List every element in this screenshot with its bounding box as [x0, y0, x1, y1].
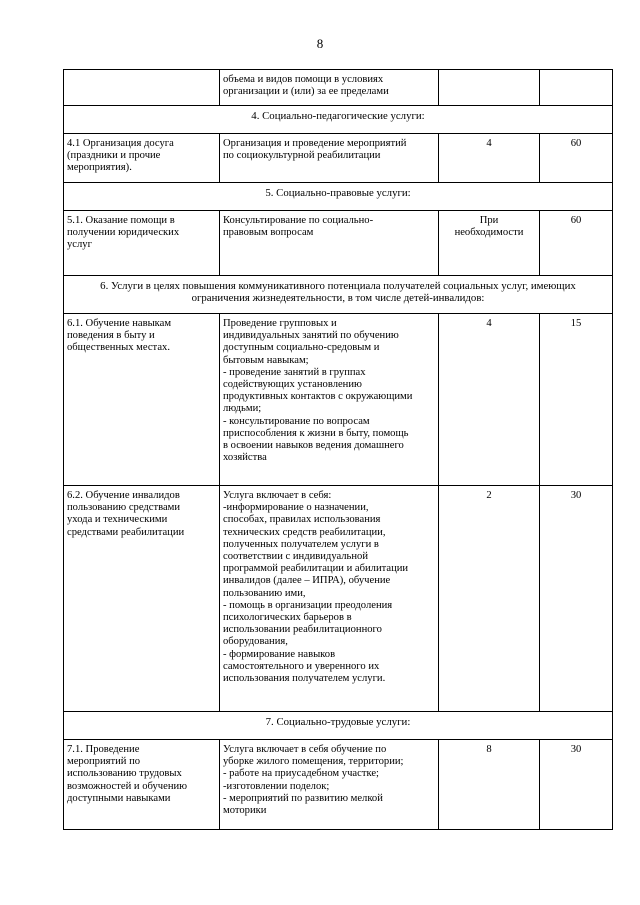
- cell-duration: [540, 70, 613, 106]
- cell-content: Услуга включает в себя: -информирование о назначении, способах, правилах использования технических средств реабилитации, полученных получателем услуги в соответствии с индивидуальной программой реабилитации и абилитации инвалидов (далее – ИПРА), обучение пользованию ими, - помощь в организации преодоления психологических барьеров в использовании реабилитационного оборудования, - формирование навыков самостоятельного и уверенного их использования получателем услуги.: [220, 486, 439, 712]
- cell-duration: 15: [540, 314, 613, 486]
- section-title: 4. Социально-педагогические услуги:: [64, 106, 613, 134]
- section-title: 6. Услуги в целях повышения коммуникативного потенциала получателей социальных услуг, имеющих ограничения жизнедеятельности, в том числе детей-инвалидов:: [64, 276, 613, 314]
- cell-service: 6.1. Обучение навыкам поведения в быту и общественных местах.: [64, 314, 220, 486]
- cell-duration: 60: [540, 211, 613, 276]
- cell-service: 6.2. Обучение инвалидов пользованию средствами ухода и техническими средствами реабилитации: [64, 486, 220, 712]
- cell-service: [64, 70, 220, 106]
- cell-duration: 30: [540, 486, 613, 712]
- cell-content: Проведение групповых и индивидуальных занятий по обучению доступным социально-средовым и бытовым навыкам; - проведение занятий в группах содействующих установлению продуктивных контактов с окружающими людьми; - консультирование по вопросам приспособления к жизни в быту, помощь в освоении навыков ведения домашнего хозяйства: [220, 314, 439, 486]
- section-title: 5. Социально-правовые услуги:: [64, 183, 613, 211]
- table-row: [64, 740, 613, 830]
- cell-content: Услуга включает в себя обучение по уборке жилого помещения, территории; - работе на приусадебном участке; -изготовлении поделок; - мероприятий по развитию мелкой моторики: [220, 740, 439, 830]
- table-row: [64, 134, 613, 183]
- section-header: [64, 276, 613, 314]
- table-row: [64, 70, 613, 106]
- section-header: [64, 712, 613, 740]
- cell-frequency: 4: [439, 314, 540, 486]
- table-row: [64, 314, 613, 486]
- page-number: 8: [316, 36, 324, 51]
- cell-frequency: 2: [439, 486, 540, 712]
- cell-frequency: При необходимости: [439, 211, 540, 276]
- cell-content: объема и видов помощи в условиях организации и (или) за ее пределами: [220, 70, 439, 106]
- services-table: [63, 69, 613, 830]
- cell-content: Консультирование по социально- правовым вопросам: [220, 211, 439, 276]
- cell-frequency: 4: [439, 134, 540, 183]
- section-header: [64, 106, 613, 134]
- cell-content: Организация и проведение мероприятий по социокультурной реабилитации: [220, 134, 439, 183]
- cell-frequency: [439, 70, 540, 106]
- section-header: [64, 183, 613, 211]
- cell-service: 4.1 Организация досуга (праздники и прочие мероприятия).: [64, 134, 220, 183]
- cell-service: 7.1. Проведение мероприятий по использованию трудовых возможностей и обучению доступными навыками: [64, 740, 220, 830]
- cell-duration: 30: [540, 740, 613, 830]
- table-row: [64, 486, 613, 712]
- table-row: [64, 211, 613, 276]
- cell-duration: 60: [540, 134, 613, 183]
- cell-frequency: 8: [439, 740, 540, 830]
- section-title: 7. Социально-трудовые услуги:: [64, 712, 613, 740]
- cell-service: 5.1. Оказание помощи в получении юридических услуг: [64, 211, 220, 276]
